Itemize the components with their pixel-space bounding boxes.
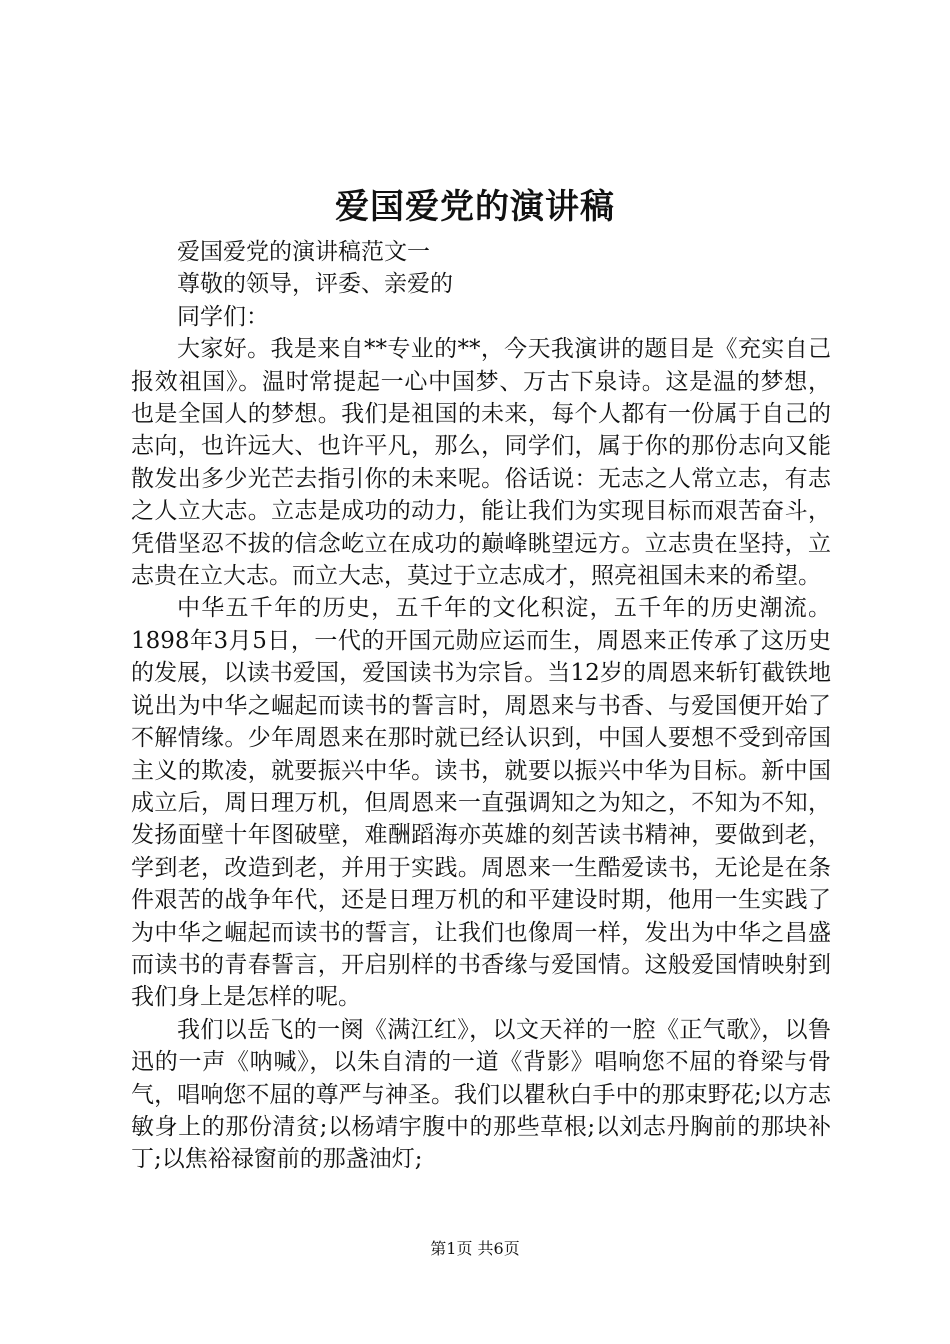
paragraph-salutation: 尊敬的领导，评委、亲爱的 bbox=[177, 271, 453, 298]
paragraph-history: 中华五千年的历史，五千年的文化积淀，五千年的历史潮流。1898年3月5日，一代的开国元勋应运而生，周恩来正传承了这历史的发展，以读书爱国，爱国读书为宗旨。当12岁的周恩来斩钉截铁地说出为中华之崛起而读书的誓言时，周恩来与书香、与爱国便开始了不解情缘。少年周恩来在那时就已经认识到，中国人要想不受到帝国主义的欺凌，就要振兴中华。读书，就要以振兴中华为目标。新中国成立后，周日理万机，但周恩来一直强调知之为知之，不知为不知，发扬面壁十年图破壁，难酬蹈海亦英雄的刻苦读书精神，要做到老，学到老，改造到老，并用于实践。周恩来一生酷爱读书，无论是在条件艰苦的战争年代，还是日理万机的和平建设时期，他用一生实践了为中华之崛起而读书的誓言，让我们也像周一样，发出为中华之昌盛而读书的青春誓言，开启别样的书香缘与爱国情。这般爱国情映射到我们身上是怎样的呢。 bbox=[131, 595, 831, 1011]
document-body bbox=[131, 236, 831, 1176]
paragraph-salutation-continued: 同学们： bbox=[177, 303, 269, 330]
paragraph-intro: 大家好。我是来自**专业的**，今天我演讲的题目是《充实自己报效祖国》。温时常提起一心中国梦、万古下泉诗。这是温的梦想，也是全国人的梦想。我们是祖国的未来，每个人都有一份属于自己的志向，也许远大、也许平凡，那么，同学们，属于你的那份志向又能散发出多少光芒去指引你的未来呢。俗话说：无志之人常立志，有志之人立大志。立志是成功的动力，能让我们为实现目标而艰苦奋斗，凭借坚忍不拔的信念屹立在成功的巅峰眺望远方。立志贵在坚持，立志贵在立大志。而立大志，莫过于立志成才，照亮祖国未来的希望。 bbox=[131, 336, 831, 590]
paragraph-heroes: 我们以岳飞的一阕《满江红》，以文天祥的一腔《正气歌》，以鲁迅的一声《呐喊》，以朱自清的一道《背影》唱响您不屈的脊梁与骨气，唱响您不屈的尊严与神圣。我们以瞿秋白手中的那束野花;以方志敏身上的那份清贫;以杨靖宇腹中的那些草根;以刘志丹胸前的那块补丁;以焦裕禄窗前的那盏油灯; bbox=[131, 1016, 831, 1173]
paragraph-subtitle: 爱国爱党的演讲稿范文一 bbox=[177, 239, 430, 265]
page-number-footer: 第1页 共6页 bbox=[430, 1239, 520, 1258]
document-title: 爱国爱党的演讲稿 bbox=[335, 187, 615, 227]
